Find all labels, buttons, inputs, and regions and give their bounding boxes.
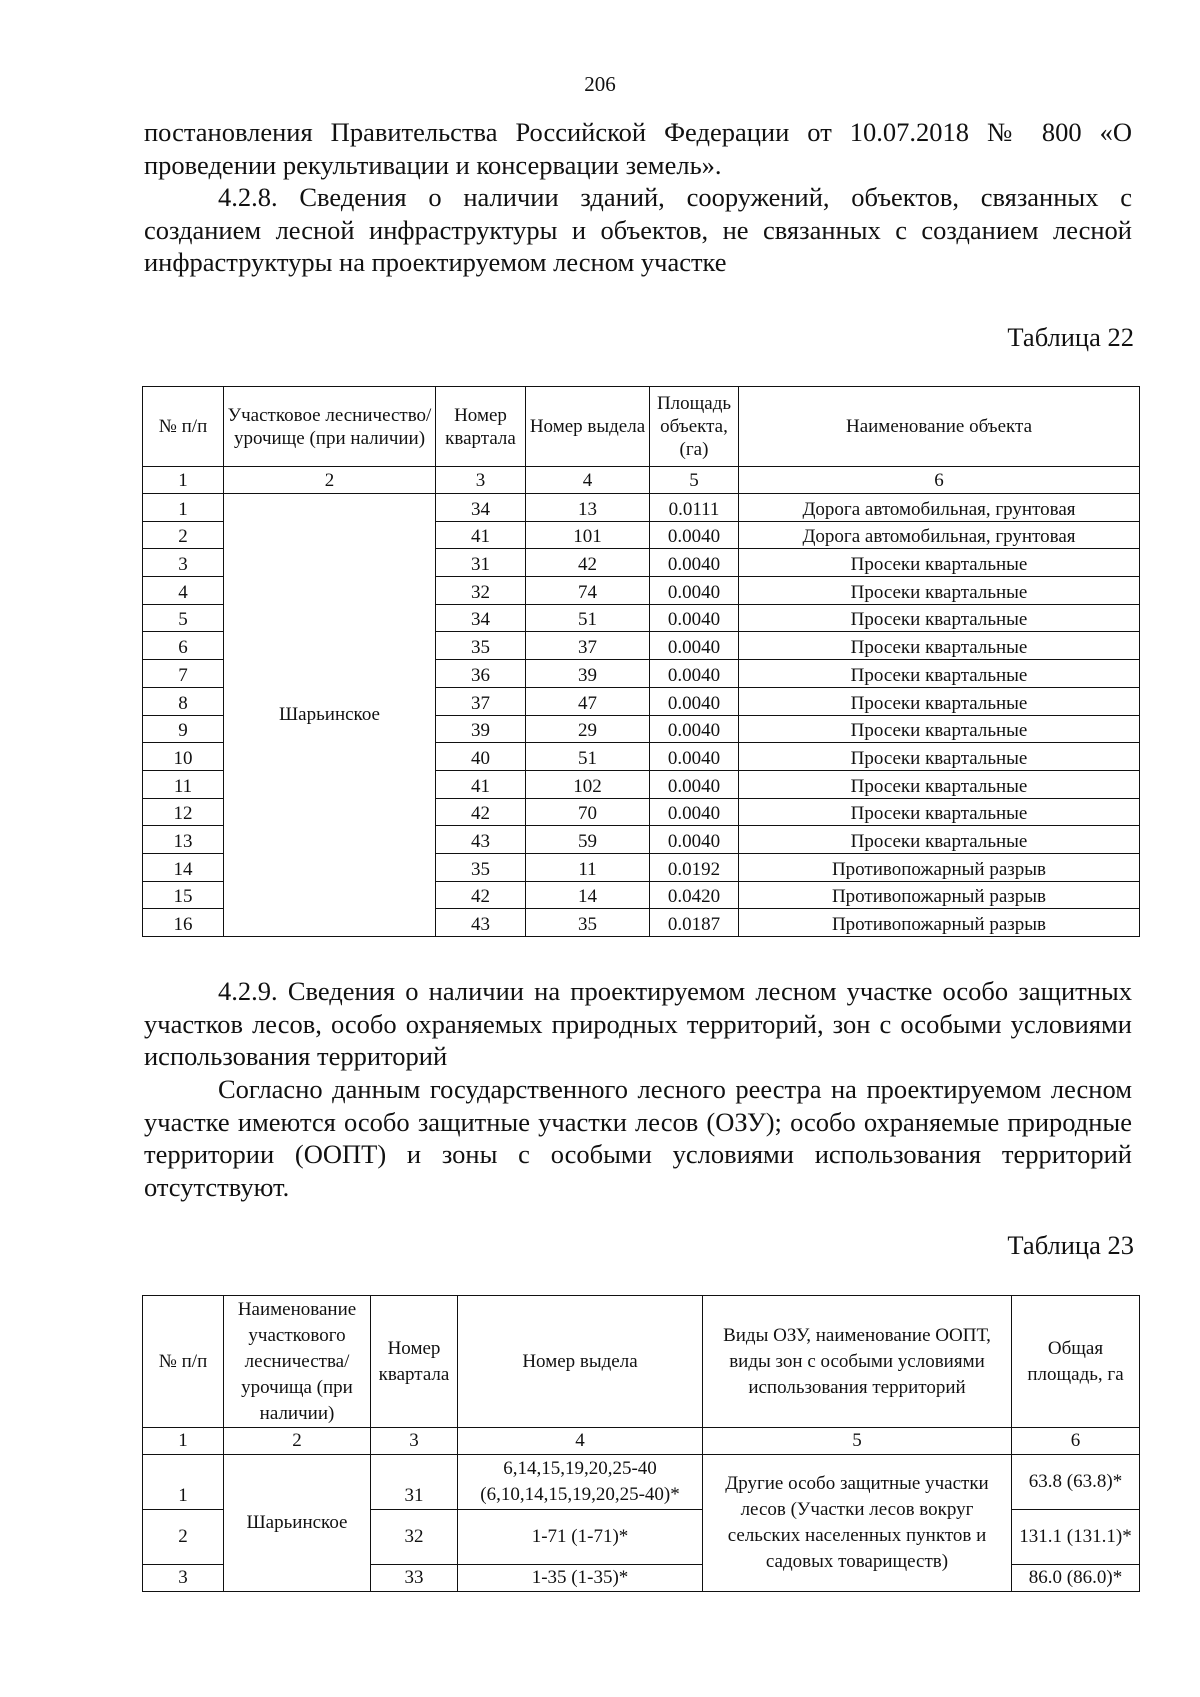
column-number-cell: 1 [143, 467, 224, 494]
row-number-cell: 11 [143, 770, 224, 798]
vydel-cell: 13 [526, 494, 650, 522]
area-cell: 0.0040 [650, 604, 739, 632]
vydel-cell: 70 [526, 798, 650, 826]
object-name-cell: Просеки квартальные [739, 826, 1140, 854]
kvartal-cell: 31 [371, 1455, 458, 1510]
paragraph-ozu-info: Согласно данным государственного лесного реестра на проектируемом лесном участке имеются особо защитные участки лесов (ОЗУ); особо охраняемые природные территории (ООПТ) и зоны с особыми условиями использования территорий отсутствуют. [144, 1074, 1132, 1202]
column-number-cell: 3 [371, 1428, 458, 1455]
kvartal-cell: 34 [436, 604, 526, 632]
object-name-cell: Просеки квартальные [739, 770, 1140, 798]
area-cell: 0.0192 [650, 853, 739, 881]
row-number-cell: 9 [143, 715, 224, 743]
area-cell: 0.0040 [650, 632, 739, 660]
row-number-cell: 3 [143, 549, 224, 577]
header-cell: Виды ОЗУ, наименование ООПТ, виды зон с особыми условиями использования территорий [703, 1296, 1012, 1428]
object-name-cell: Просеки квартальные [739, 632, 1140, 660]
header-cell: № п/п [143, 1296, 224, 1428]
area-cell: 0.0040 [650, 743, 739, 771]
kvartal-cell: 41 [436, 521, 526, 549]
vydel-cell: 47 [526, 687, 650, 715]
header-cell: Наименование объекта [739, 387, 1140, 467]
vydel-cell: 37 [526, 632, 650, 660]
column-number-cell: 4 [526, 467, 650, 494]
object-name-cell: Противопожарный разрыв [739, 853, 1140, 881]
column-number-cell: 2 [224, 1428, 371, 1455]
area-cell: 0.0040 [650, 826, 739, 854]
vydel-cell: 102 [526, 770, 650, 798]
table-23-label: Таблица 23 [1007, 1230, 1134, 1260]
header-cell: Участковое лесничество/урочище (при наличии) [224, 387, 436, 467]
kvartal-cell: 42 [436, 881, 526, 909]
vydel-cell: 29 [526, 715, 650, 743]
kvartal-cell: 35 [436, 853, 526, 881]
row-number-cell: 2 [143, 1510, 224, 1565]
vydel-cell: 51 [526, 743, 650, 771]
kvartal-cell: 39 [436, 715, 526, 743]
header-cell: Общая площадь, га [1012, 1296, 1140, 1428]
kvartal-cell: 37 [436, 687, 526, 715]
row-number-cell: 10 [143, 743, 224, 771]
column-number-cell: 3 [436, 467, 526, 494]
kvartal-cell: 36 [436, 660, 526, 688]
row-number-cell: 1 [143, 1455, 224, 1510]
object-name-cell: Просеки квартальные [739, 743, 1140, 771]
row-number-cell: 6 [143, 632, 224, 660]
kvartal-cell: 42 [436, 798, 526, 826]
header-cell: Номер квартала [371, 1296, 458, 1428]
vydel-cell: 51 [526, 604, 650, 632]
vydel-cell: 101 [526, 521, 650, 549]
vydel-cell: 42 [526, 549, 650, 577]
row-number-cell: 8 [143, 687, 224, 715]
vydel-cell: 6,14,15,19,20,25-40 (6,10,14,15,19,20,25-40)* [458, 1455, 703, 1510]
object-name-cell: Просеки квартальные [739, 549, 1140, 577]
header-cell: Площадь объекта, (га) [650, 387, 739, 467]
column-number-cell: 6 [739, 467, 1140, 494]
header-cell: Номер выдела [458, 1296, 703, 1428]
row-number-cell: 7 [143, 660, 224, 688]
row-number-cell: 3 [143, 1565, 224, 1592]
area-cell: 63.8 (63.8)* [1012, 1455, 1140, 1510]
vydel-cell: 1-71 (1-71)* [458, 1510, 703, 1565]
kvartal-cell: 43 [436, 826, 526, 854]
table-row [143, 494, 1140, 522]
paragraph-decree-ref: постановления Правительства Российской Федерации от 10.07.2018 № 800 «О проведении рекультивации и консервации земель». [144, 117, 1132, 180]
vydel-cell: 39 [526, 660, 650, 688]
object-name-cell: Просеки квартальные [739, 687, 1140, 715]
area-cell: 86.0 (86.0)* [1012, 1565, 1140, 1592]
kvartal-cell: 31 [436, 549, 526, 577]
area-cell: 0.0187 [650, 909, 739, 937]
kvartal-cell: 34 [436, 494, 526, 522]
kvartal-cell: 35 [436, 632, 526, 660]
object-name-cell: Противопожарный разрыв [739, 881, 1140, 909]
object-name-cell: Дорога автомобильная, грунтовая [739, 521, 1140, 549]
row-number-cell: 2 [143, 521, 224, 549]
column-number-cell: 6 [1012, 1428, 1140, 1455]
object-name-cell: Просеки квартальные [739, 798, 1140, 826]
header-cell: № п/п [143, 387, 224, 467]
page-number: 206 [584, 72, 616, 96]
kvartal-cell: 32 [371, 1510, 458, 1565]
object-name-cell: Просеки квартальные [739, 660, 1140, 688]
header-cell: Наименование участкового лесничества/ урочища (при наличии) [224, 1296, 371, 1428]
object-name-cell: Просеки квартальные [739, 604, 1140, 632]
section-4-2-9-heading: 4.2.9. Сведения о наличии на проектируемом лесном участке особо защитных участков лесов, особо охраняемых природных территорий, зон с особыми условиями использования территорий [144, 976, 1132, 1071]
kvartal-cell: 32 [436, 577, 526, 605]
row-number-cell: 13 [143, 826, 224, 854]
forestry-cell: Шарьинское [224, 494, 436, 937]
area-cell: 0.0040 [650, 660, 739, 688]
kvartal-cell: 33 [371, 1565, 458, 1592]
row-number-cell: 16 [143, 909, 224, 937]
table-23 [142, 1295, 1140, 1592]
vydel-cell: 11 [526, 853, 650, 881]
ozu-type-cell: Другие особо защитные участки лесов (Участки лесов вокруг сельских населенных пунктов и садовых товариществ) [703, 1455, 1012, 1592]
vydel-cell: 35 [526, 909, 650, 937]
table-22-label: Таблица 22 [1007, 322, 1134, 352]
kvartal-cell: 41 [436, 770, 526, 798]
object-name-cell: Противопожарный разрыв [739, 909, 1140, 937]
kvartal-cell: 43 [436, 909, 526, 937]
vydel-cell: 1-35 (1-35)* [458, 1565, 703, 1592]
header-cell: Номер квартала [436, 387, 526, 467]
table-22 [142, 386, 1140, 937]
object-name-cell: Просеки квартальные [739, 715, 1140, 743]
row-number-cell: 15 [143, 881, 224, 909]
forestry-cell: Шарьинское [224, 1455, 371, 1592]
row-number-cell: 4 [143, 577, 224, 605]
area-cell: 0.0040 [650, 521, 739, 549]
column-number-cell: 1 [143, 1428, 224, 1455]
vydel-cell: 14 [526, 881, 650, 909]
section-4-2-8-heading: 4.2.8. Сведения о наличии зданий, сооружений, объектов, связанных с созданием лесной инфраструктуры и объектов, не связанных с созданием лесной инфраструктуры на проектируемом лесном участке [144, 182, 1132, 277]
table-row [143, 1455, 1140, 1510]
column-number-cell: 5 [650, 467, 739, 494]
row-number-cell: 5 [143, 604, 224, 632]
column-number-cell: 5 [703, 1428, 1012, 1455]
row-number-cell: 1 [143, 494, 224, 522]
area-cell: 0.0040 [650, 687, 739, 715]
column-number-cell: 2 [224, 467, 436, 494]
area-cell: 0.0111 [650, 494, 739, 522]
area-cell: 0.0040 [650, 715, 739, 743]
vydel-cell: 59 [526, 826, 650, 854]
row-number-cell: 12 [143, 798, 224, 826]
vydel-cell: 74 [526, 577, 650, 605]
kvartal-cell: 40 [436, 743, 526, 771]
object-name-cell: Дорога автомобильная, грунтовая [739, 494, 1140, 522]
row-number-cell: 14 [143, 853, 224, 881]
object-name-cell: Просеки квартальные [739, 577, 1140, 605]
area-cell: 0.0420 [650, 881, 739, 909]
area-cell: 0.0040 [650, 577, 739, 605]
area-cell: 0.0040 [650, 798, 739, 826]
area-cell: 131.1 (131.1)* [1012, 1510, 1140, 1565]
area-cell: 0.0040 [650, 549, 739, 577]
header-cell: Номер выдела [526, 387, 650, 467]
area-cell: 0.0040 [650, 770, 739, 798]
column-number-cell: 4 [458, 1428, 703, 1455]
